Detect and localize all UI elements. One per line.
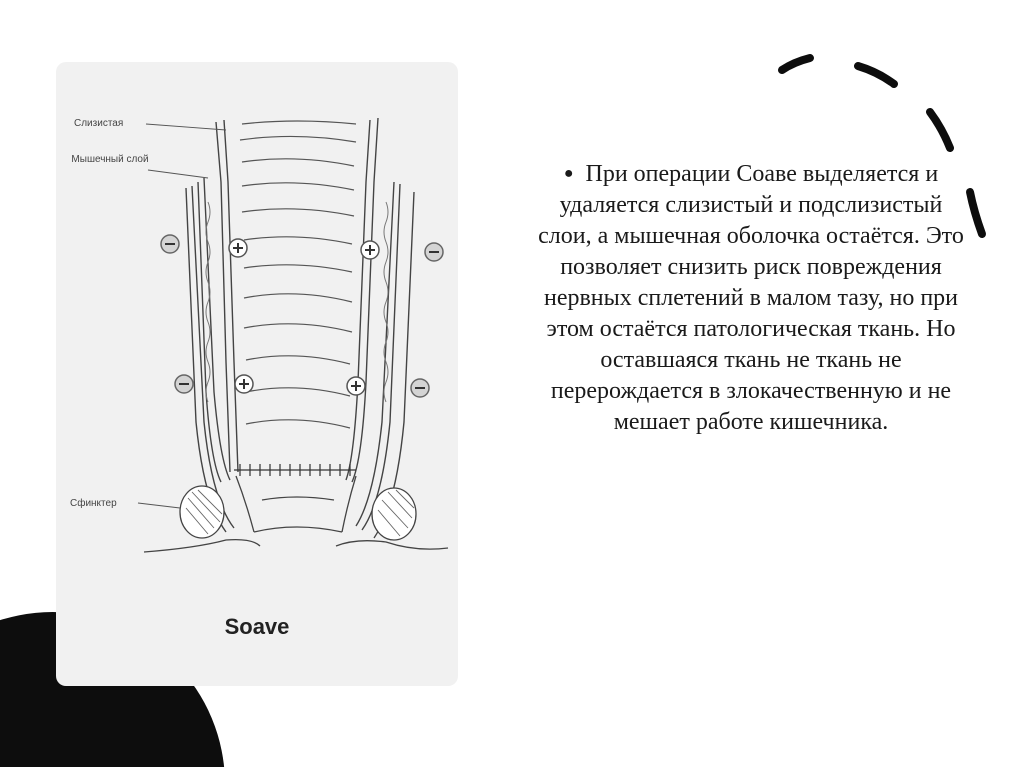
slide-paragraph: При операции Соаве выделяется и удаляется слизистый и подслизистый слои, а мышечная оболочка остаётся. Это позволяет снизить риск повреждения нервных сплетений в малом тазу, но при этом остаётся патологическая ткань. Но оставшаяся ткань не ткань не перерождается в злокачественную и не мешает работе кишечника. [538, 161, 964, 435]
soave-diagram [56, 62, 458, 686]
label-mucosa: Слизистая [74, 118, 124, 129]
label-sphincter: Сфинктер [70, 498, 117, 509]
minus-circle-icon [161, 235, 179, 253]
minus-circle-icon [411, 379, 429, 397]
plus-circle-icon [235, 375, 253, 393]
plus-circle-icon [361, 241, 379, 259]
plus-circle-icon [229, 239, 247, 257]
bullet-icon: ● [563, 165, 574, 182]
diagram-caption: Soave [224, 614, 290, 639]
plus-circle-icon [347, 377, 365, 395]
label-muscle-layer: Мышечный слой [71, 154, 149, 165]
slide-text [536, 158, 966, 438]
minus-circle-icon [425, 243, 443, 261]
minus-circle-icon [175, 375, 193, 393]
